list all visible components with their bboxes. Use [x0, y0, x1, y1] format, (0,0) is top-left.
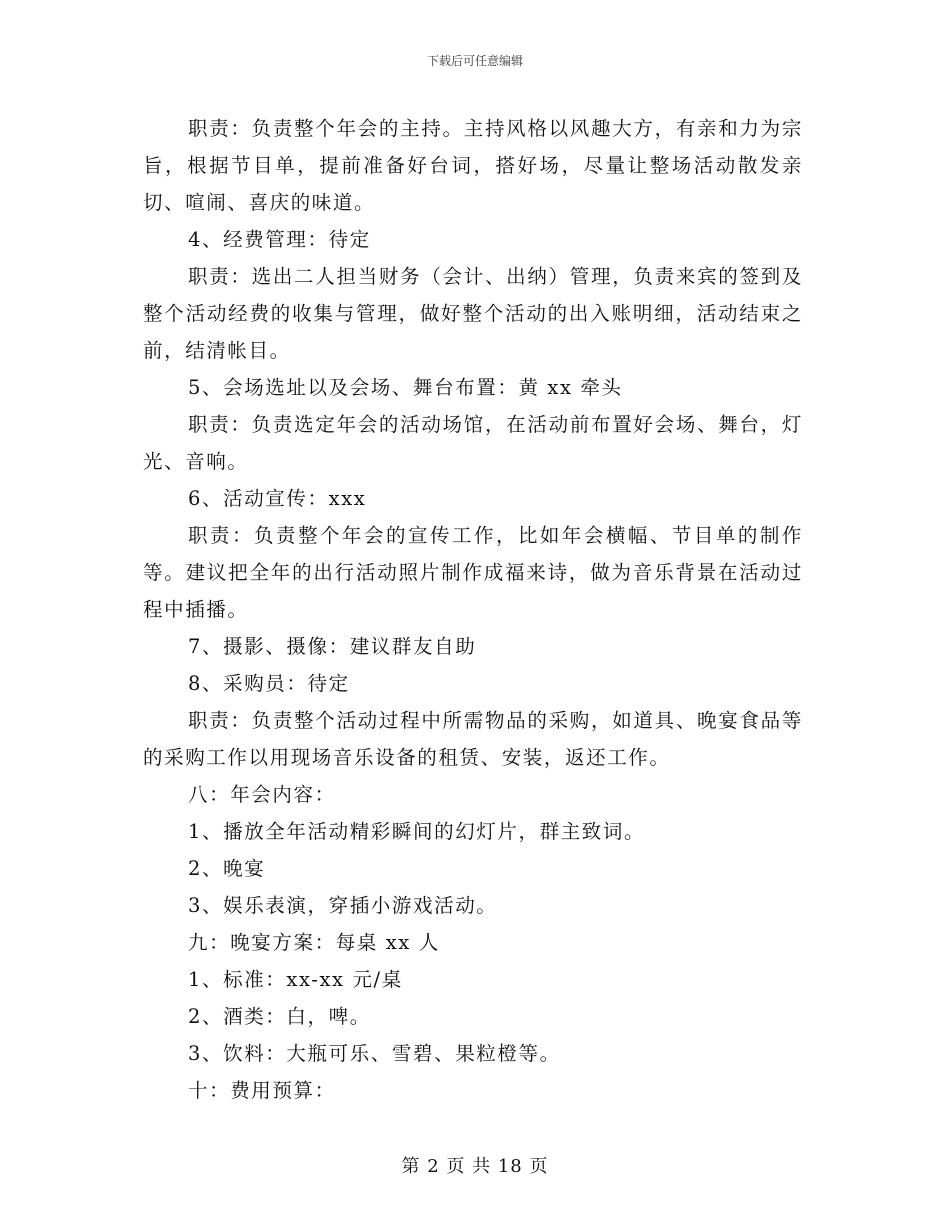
paragraph: 2、酒类：白，啤。	[188, 1005, 371, 1028]
paragraph: 职责：负责选定年会的活动场馆，在活动前布置好会场、舞台，灯光、音响。	[143, 413, 803, 473]
paragraph: 十：费用预算：	[188, 1079, 336, 1102]
paragraph: 八：年会内容：	[188, 783, 336, 806]
paragraph: 2、晚宴	[188, 857, 266, 880]
paragraph: 5、会场选址以及会场、舞台布置：黄 xx 牵头	[188, 376, 623, 399]
paragraph: 九：晚宴方案：每桌 xx 人	[188, 931, 440, 954]
paragraph: 8、采购员：待定	[188, 672, 350, 695]
paragraph: 7、摄影、摄像：建议群友自助	[188, 635, 477, 658]
page-number-footer: 第 2 页 共 18 页	[401, 1156, 549, 1177]
paragraph: 3、饮料：大瓶可乐、雪碧、果粒橙等。	[188, 1042, 561, 1065]
paragraph: 1、标准：xx-xx 元/桌	[188, 968, 403, 991]
paragraph: 职责：负责整个年会的主持。主持风格以风趣大方，有亲和力为宗旨，根据节目单，提前准备好台词，搭好场，尽量让整场活动散发亲切、喧闹、喜庆的味道。	[143, 117, 803, 214]
paragraph: 1、播放全年活动精彩瞬间的幻灯片，群主致词。	[188, 820, 646, 843]
paragraph: 6、活动宣传：xxx	[188, 487, 367, 510]
paragraph: 职责：负责整个年会的宣传工作，比如年会横幅、节目单的制作等。建议把全年的出行活动照片制作成福来诗，做为音乐背景在活动过程中插播。	[143, 524, 803, 621]
page-header: 下载后可任意编辑	[426, 54, 523, 68]
paragraph: 职责：负责整个活动过程中所需物品的采购，如道具、晚宴食品等的采购工作以用现场音乐设备的租赁、安装，返还工作。	[143, 709, 803, 769]
paragraph: 4、经费管理：待定	[188, 228, 371, 251]
paragraph: 3、娱乐表演，穿插小游戏活动。	[188, 894, 498, 917]
document-body	[143, 110, 803, 1109]
paragraph: 职责：选出二人担当财务（会计、出纳）管理，负责来宾的签到及整个活动经费的收集与管理，做好整个活动的出入账明细，活动结束之前，结清帐目。	[143, 265, 803, 362]
